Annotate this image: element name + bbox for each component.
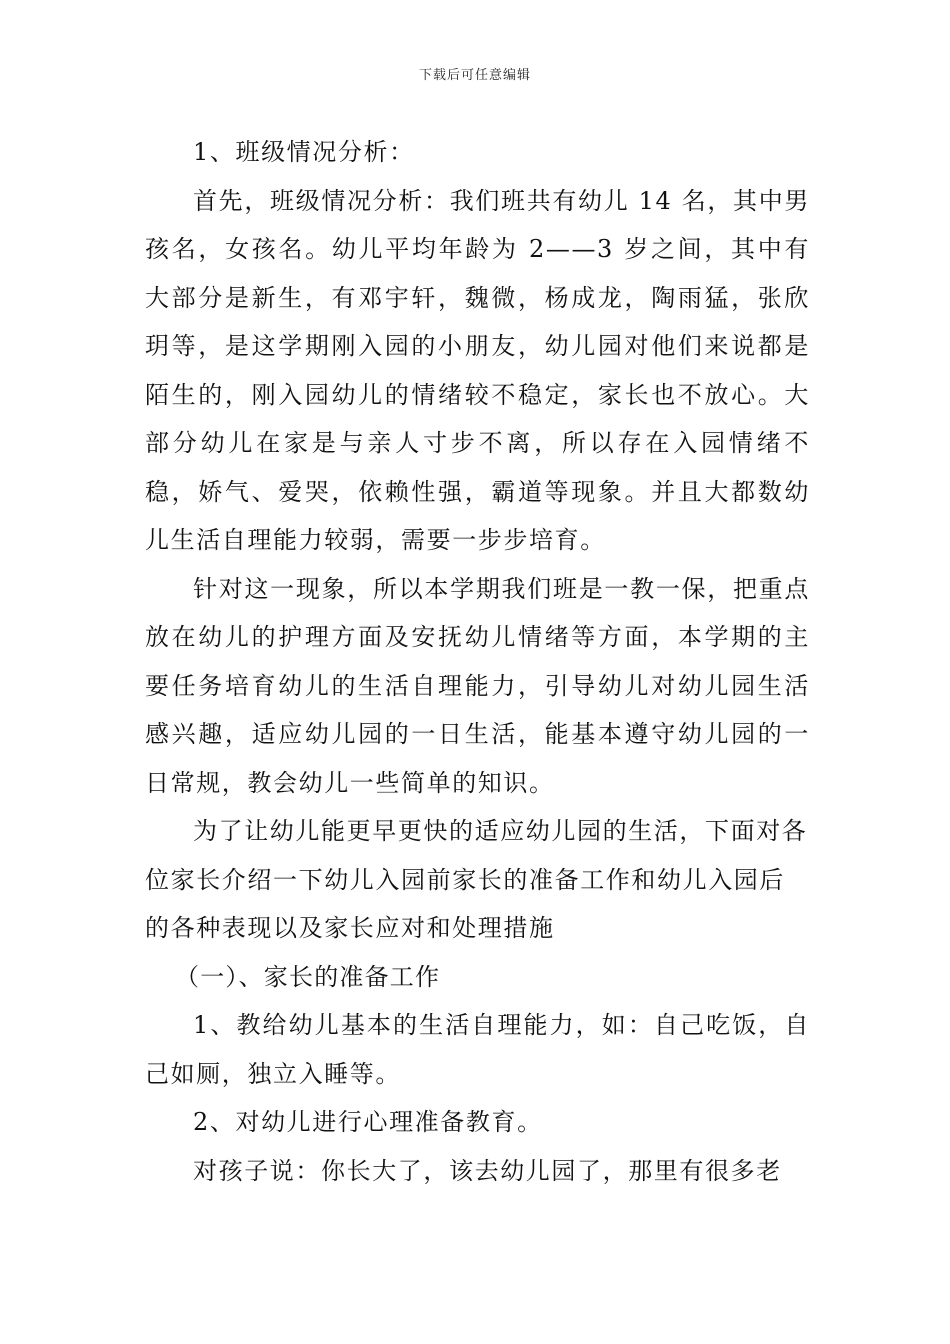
paragraph-semester-focus: 针对这一现象，所以本学期我们班是一教一保，把重点放在幼儿的护理方面及安抚幼儿情绪等方面，本学期的主要任务培育幼儿的生活自理能力，引导幼儿对幼儿园生活感兴趣，适应幼儿园的一日生活，能基本遵守幼儿园的一日常规，教会幼儿一些简单的知识。 xyxy=(145,574,810,797)
paragraph-class-analysis: 首先，班级情况分析：我们班共有幼儿 14 名，其中男孩名，女孩名。幼儿平均年龄为 2——3 岁之间，其中有大部分是新生，有邓宇轩，魏微，杨成龙，陶雨猛，张欣玥等，是这学期刚入园的小朋友，幼儿园对他们来说都是陌生的，刚入园幼儿的情绪较不稳定，家长也不放心。大部分幼儿在家是与亲人寸步不离，所以存在入园情绪不稳，娇气、爱哭，依赖性强，霸道等现象。并且大都数幼儿生活自理能力较弱，需要一步步培育。 xyxy=(145,186,810,554)
subsection-heading: （一）、家长的准备工作 xyxy=(175,962,441,991)
paragraph-talk-to-child: 对孩子说：你长大了，该去幼儿园了，那里有很多老 xyxy=(193,1156,782,1185)
paragraph-self-care: 1、教给幼儿基本的生活自理能力，如：自己吃饭，自己如厕，独立入睡等。 xyxy=(145,1011,810,1088)
paragraph-mental-prep: 2、对幼儿进行心理准备教育。 xyxy=(193,1108,543,1136)
section-heading: 1、班级情况分析： xyxy=(193,138,415,166)
paragraph-parent-intro: 为了让幼儿能更早更快的适应幼儿园的生活，下面对各位家长介绍一下幼儿入园前家长的准备工作和幼儿入园后的各种表现以及家长应对和处理措施 xyxy=(145,817,808,942)
header-note: 下载后可任意编辑 xyxy=(418,68,531,83)
document-body xyxy=(145,128,810,1195)
